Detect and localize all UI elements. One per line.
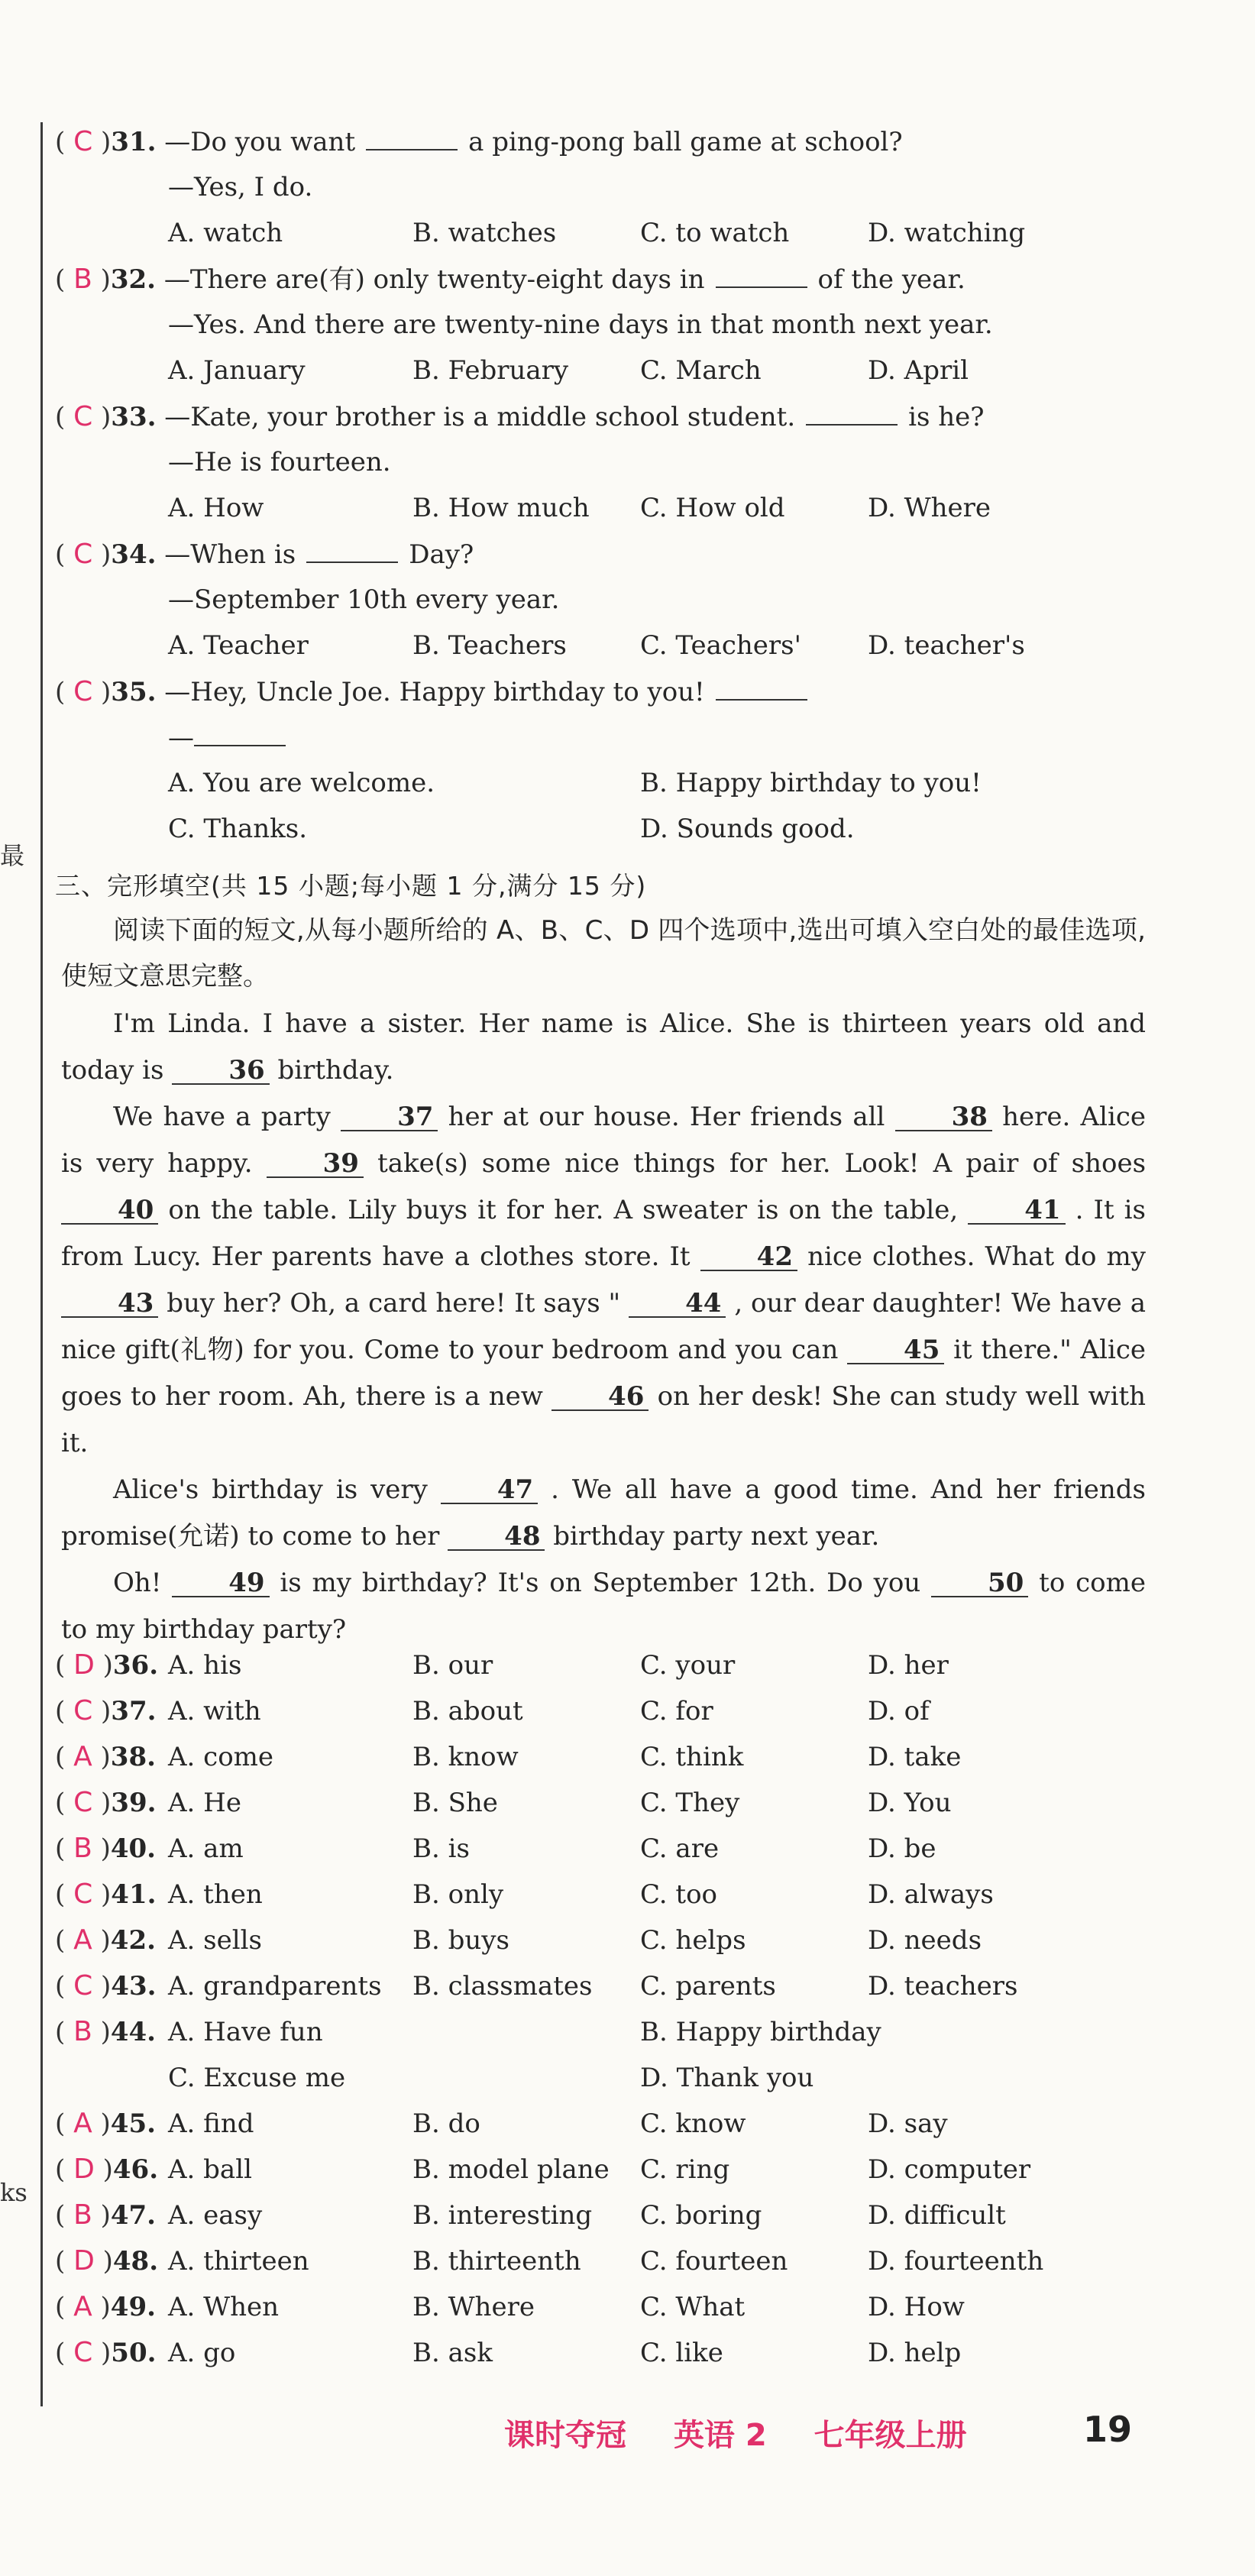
passage-paragraph: [61, 1001, 1146, 1094]
option-d[interactable]: D. her: [868, 1650, 949, 1681]
option-c[interactable]: C. parents: [640, 1971, 776, 2002]
cloze-passage: [61, 1001, 1146, 1653]
stem-text: —Do you want: [164, 127, 356, 157]
question-stem: [55, 126, 903, 157]
stem-text: of the year.: [817, 264, 966, 295]
option-c[interactable]: C. too: [640, 1879, 718, 1910]
answer-paren-open: (: [55, 1696, 74, 1727]
question-row: [55, 2017, 156, 2047]
answer-paren-open: (: [55, 2108, 74, 2139]
footer-book-info: [504, 2420, 1004, 2451]
option-b[interactable]: B. How much: [412, 493, 590, 523]
questions-31-35: [55, 126, 1140, 859]
option-a[interactable]: A. watch: [168, 218, 283, 248]
option-b[interactable]: B. our: [412, 1650, 493, 1681]
option-b[interactable]: B. know: [412, 1742, 519, 1772]
option-c[interactable]: C. Teachers': [640, 630, 801, 661]
option-b[interactable]: B. classmates: [412, 1971, 593, 2002]
option-b[interactable]: B. Happy birthday: [640, 2017, 881, 2047]
blank-41[interactable]: 41: [968, 1197, 1065, 1225]
blank-45[interactable]: 45: [847, 1337, 944, 1364]
answer-paren-open: (: [55, 677, 74, 707]
option-c[interactable]: C. March: [640, 355, 762, 386]
passage-text: Oh!: [113, 1568, 162, 1598]
answer-paren-open: (: [55, 402, 74, 432]
question-row: [55, 2108, 156, 2139]
reply-text: —He is fourteen.: [168, 447, 391, 477]
question-number: 37.: [111, 1696, 157, 1727]
question-row: [55, 2200, 156, 2231]
option-a[interactable]: A. grandparents: [168, 1971, 382, 2002]
option-c[interactable]: C. know: [640, 2108, 746, 2139]
page-number: 19: [1083, 2409, 1133, 2450]
blank-44[interactable]: 44: [629, 1290, 726, 1318]
dialogue-reply: [168, 584, 559, 615]
option-d[interactable]: D. difficult: [868, 2200, 1006, 2231]
answer-mark: C: [73, 126, 93, 157]
reply-text: —: [168, 723, 194, 753]
answer-paren-close: ): [92, 2017, 111, 2047]
blank-36[interactable]: 36: [172, 1057, 269, 1085]
stem-text: Day?: [409, 539, 474, 570]
passage-text: on her desk! She can study well with it.: [61, 1381, 1147, 1458]
answer-paren-close: ): [92, 1971, 112, 2002]
answer-mark: B: [73, 1833, 92, 1864]
answer-paren-close: ): [92, 402, 112, 432]
answer-blank: [194, 722, 286, 746]
question-row: [55, 1971, 156, 2002]
option-c[interactable]: C. to watch: [640, 218, 790, 248]
answer-blank: [716, 676, 807, 701]
question-row: [55, 1742, 156, 1772]
dialogue-reply: [168, 172, 312, 202]
option-d[interactable]: D. teacher's: [868, 630, 1025, 661]
answer-paren-close: ): [94, 2246, 113, 2277]
option-b[interactable]: B. February: [412, 355, 569, 386]
edge-char-1: 最: [0, 841, 25, 870]
option-a[interactable]: A. with: [168, 1696, 261, 1727]
blank-37[interactable]: 37: [341, 1104, 438, 1131]
reply-text: —Yes, I do.: [168, 172, 313, 202]
option-d[interactable]: D. fourteenth: [868, 2246, 1044, 2277]
passage-text: nice clothes. What do my: [807, 1241, 1147, 1272]
question-stem: [55, 676, 818, 707]
reply-text: —Yes. And there are twenty-nine days in that month next year.: [168, 309, 993, 340]
answer-paren-close: ): [92, 1696, 112, 1727]
passage-text: is my birthday? It's on September 12th. Do you: [280, 1568, 921, 1598]
option-c[interactable]: C. They: [640, 1788, 740, 1818]
option-a[interactable]: A. then: [168, 1879, 263, 1910]
passage-paragraph: [61, 1560, 1146, 1653]
answer-paren-open: (: [55, 1788, 74, 1818]
question-row: [55, 1879, 156, 1910]
option-a[interactable]: A. He: [168, 1788, 241, 1818]
option-d[interactable]: D. of: [868, 1696, 930, 1727]
question-stem: [55, 264, 966, 295]
option-a[interactable]: A. How: [168, 493, 264, 523]
stem-text: is he?: [908, 402, 985, 432]
question-row: [55, 2246, 158, 2277]
question-number: 33.: [111, 402, 157, 432]
dialogue-reply: [168, 722, 286, 753]
question-number: 40.: [110, 1833, 157, 1864]
footer-subject: 英语 2: [673, 2418, 767, 2453]
answer-paren-open: (: [55, 1650, 74, 1681]
option-d[interactable]: D. needs: [868, 1925, 982, 1956]
option-b[interactable]: B. model plane: [412, 2154, 610, 2185]
passage-paragraph: [61, 1467, 1146, 1560]
passage-paragraph: [61, 1094, 1146, 1467]
blank-47[interactable]: 47: [441, 1477, 538, 1504]
answer-mark: C: [73, 2337, 93, 2368]
section-title: 三、完形填空(共 15 小题;每小题 1 分,满分 15 分): [55, 871, 647, 901]
option-a[interactable]: A. his: [168, 1650, 242, 1681]
option-a[interactable]: A. Teacher: [168, 630, 309, 661]
option-b[interactable]: B. Happy birthday to you!: [640, 768, 982, 798]
answer-paren-close: ): [92, 539, 112, 570]
passage-text: birthday.: [277, 1055, 394, 1086]
option-c[interactable]: C. Excuse me: [168, 2063, 346, 2093]
option-c[interactable]: C. for: [640, 1696, 713, 1727]
question-number: 35.: [111, 677, 157, 707]
option-a[interactable]: A. You are welcome.: [168, 768, 435, 798]
answer-paren-close: ): [92, 1833, 111, 1864]
option-b[interactable]: B. only: [412, 1879, 504, 1910]
blank-38[interactable]: 38: [895, 1104, 992, 1131]
option-a[interactable]: A. sells: [168, 1925, 262, 1956]
option-b[interactable]: B. thirteenth: [412, 2246, 581, 2277]
option-a[interactable]: A. Have fun: [168, 2017, 323, 2047]
option-c[interactable]: C. are: [640, 1833, 720, 1864]
answer-paren-open: (: [55, 2246, 74, 2277]
footer-grade: 七年级上册: [813, 2418, 967, 2453]
question-row: [55, 1925, 156, 1956]
option-c[interactable]: C. helps: [640, 1925, 746, 1956]
stem-text: —There are(有) only twenty-eight days in: [163, 264, 705, 295]
question-row: [55, 1833, 156, 1864]
option-d[interactable]: D. watching: [868, 218, 1026, 248]
section-instruction: 阅读下面的短文,从每小题所给的 A、B、C、D 四个选项中,选出可填入空白处的最佳选项,使短文意思完整。: [61, 915, 1146, 992]
option-c[interactable]: C. your: [640, 1650, 736, 1681]
option-d[interactable]: D. Thank you: [640, 2063, 814, 2093]
passage-text: , our dear daughter! We have a nice gift(礼物) for you. Come to your bedroom and you can: [61, 1288, 1146, 1365]
passage-text: on the table. Lily buys it for her. A sweater is on the table,: [168, 1195, 959, 1225]
answer-paren-open: (: [55, 2200, 74, 2231]
margin-rule: [40, 122, 43, 2406]
blank-42[interactable]: 42: [700, 1244, 797, 1271]
answer-mark: C: [73, 401, 93, 432]
option-b[interactable]: B. ask: [412, 2338, 493, 2368]
question-number: 48.: [112, 2246, 159, 2277]
option-b[interactable]: B. about: [412, 1696, 523, 1727]
answer-paren-close: ): [92, 1788, 112, 1818]
dialogue-reply: [168, 309, 993, 340]
question-stem: [55, 539, 474, 570]
passage-text: her at our house. Her friends all: [448, 1102, 885, 1132]
answer-mark: A: [73, 2108, 92, 2139]
dialogue-reply: [168, 447, 391, 477]
option-d[interactable]: D. take: [868, 1742, 962, 1772]
passage-text: buy her? Oh, a card here! It says ": [167, 1288, 621, 1319]
passage-text: We have a party: [113, 1102, 331, 1132]
option-c[interactable]: C. How old: [640, 493, 785, 523]
option-d[interactable]: D. You: [868, 1788, 952, 1818]
option-d[interactable]: D. Where: [868, 493, 991, 523]
question-number: 45.: [110, 2108, 156, 2139]
question-row: [55, 2338, 156, 2368]
question-number: 32.: [110, 264, 157, 295]
answer-mark: B: [73, 2199, 92, 2231]
question-number: 46.: [112, 2154, 159, 2185]
question-number: 44.: [110, 2017, 157, 2047]
answer-blank: [306, 539, 398, 563]
option-a[interactable]: A. come: [168, 1742, 274, 1772]
answer-paren-close: ): [92, 677, 112, 707]
answer-paren-open: (: [55, 264, 74, 295]
question-number: 47.: [110, 2200, 157, 2231]
option-c[interactable]: C. ring: [640, 2154, 730, 2185]
passage-text: I'm Linda. I have a sister. Her name is Alice. She is thirteen years old and today is: [61, 1008, 1146, 1086]
passage-text: here. Alice is very happy.: [61, 1102, 1146, 1179]
answer-blank: [716, 264, 807, 288]
footer-book-title: 课时夺冠: [504, 2418, 626, 2453]
question-stem: [55, 401, 985, 432]
answer-blank: [366, 126, 458, 150]
questions-36-50: [55, 1650, 1140, 2399]
blank-48[interactable]: 48: [448, 1523, 545, 1551]
answer-mark: C: [73, 1695, 93, 1727]
answer-paren-open: (: [55, 539, 74, 570]
option-a[interactable]: A. thirteen: [168, 2246, 309, 2277]
answer-mark: A: [73, 1924, 92, 1956]
stem-text: —Hey, Uncle Joe. Happy birthday to you!: [164, 677, 705, 707]
answer-paren-open: (: [55, 127, 74, 157]
option-b[interactable]: B. Where: [412, 2292, 535, 2322]
answer-mark: A: [73, 1741, 92, 1772]
answer-paren-close: ): [92, 264, 111, 295]
blank-40[interactable]: 40: [61, 1197, 158, 1225]
answer-paren-open: (: [55, 2338, 74, 2368]
answer-mark: B: [73, 2016, 92, 2047]
question-number: 50.: [111, 2338, 157, 2368]
question-row: [55, 1650, 158, 1681]
question-number: 43.: [111, 1971, 157, 2002]
question-row: [55, 2292, 156, 2322]
question-row: [55, 1788, 156, 1818]
option-a[interactable]: A. am: [168, 1833, 244, 1864]
answer-mark: B: [73, 264, 92, 295]
answer-paren-close: ): [92, 2338, 112, 2368]
option-c[interactable]: C. like: [640, 2338, 723, 2368]
option-d[interactable]: D. teachers: [868, 1971, 1018, 2002]
edge-char-2: ks: [0, 2178, 27, 2207]
answer-mark: C: [73, 1787, 93, 1818]
answer-paren-close: ): [94, 2154, 113, 2185]
answer-blank: [806, 401, 898, 426]
answer-paren-close: ): [94, 1650, 113, 1681]
question-row: [55, 1696, 156, 1727]
question-number: 49.: [110, 2292, 156, 2322]
question-number: 34.: [111, 539, 157, 570]
answer-mark: A: [73, 2291, 92, 2322]
option-c[interactable]: C. boring: [640, 2200, 762, 2231]
option-c[interactable]: C. fourteen: [640, 2246, 788, 2277]
answer-paren-open: (: [55, 1742, 74, 1772]
answer-mark: C: [73, 676, 93, 707]
answer-paren-open: (: [55, 2017, 74, 2047]
option-a[interactable]: A. easy: [168, 2200, 263, 2231]
answer-paren-open: (: [55, 1833, 74, 1864]
answer-paren-close: ): [92, 2108, 111, 2139]
option-b[interactable]: B. is: [412, 1833, 470, 1864]
answer-mark: C: [73, 1879, 93, 1910]
answer-paren-open: (: [55, 1971, 74, 2002]
answer-paren-open: (: [55, 1879, 74, 1910]
option-a[interactable]: A. go: [168, 2338, 236, 2368]
answer-paren-close: ): [92, 1925, 111, 1956]
option-a[interactable]: A. When: [168, 2292, 280, 2322]
answer-paren-close: ): [92, 1742, 111, 1772]
option-d[interactable]: D. help: [868, 2338, 962, 2368]
option-a[interactable]: A. January: [168, 355, 306, 386]
answer-mark: D: [73, 2154, 95, 2185]
question-row: [55, 2154, 158, 2185]
option-b[interactable]: B. buys: [412, 1925, 509, 1956]
answer-mark: C: [73, 1970, 93, 2002]
option-d[interactable]: D. be: [868, 1833, 936, 1864]
answer-mark: C: [73, 539, 93, 570]
passage-text: birthday party next year.: [553, 1521, 880, 1552]
stem-text: —When is: [164, 539, 296, 570]
answer-paren-close: ): [92, 2292, 111, 2322]
answer-paren-open: (: [55, 2154, 74, 2185]
blank-46[interactable]: 46: [551, 1383, 649, 1411]
passage-text: it there." Alice goes to her room. Ah, there is a new: [61, 1335, 1146, 1412]
option-c[interactable]: C. What: [640, 2292, 746, 2322]
answer-paren-close: ): [92, 1879, 112, 1910]
answer-paren-open: (: [55, 1925, 74, 1956]
passage-text: . We all have a good time. And her friends promise(允诺) to come to her: [61, 1474, 1146, 1552]
question-number: 41.: [111, 1879, 157, 1910]
option-b[interactable]: B. She: [412, 1788, 498, 1818]
stem-text: a ping-pong ball game at school?: [468, 127, 903, 157]
option-b[interactable]: B. do: [412, 2108, 480, 2139]
option-a[interactable]: A. ball: [168, 2154, 252, 2185]
option-d[interactable]: D. computer: [868, 2154, 1031, 2185]
passage-text: take(s) some nice things for her. Look! A pair of shoes: [377, 1148, 1147, 1179]
option-d[interactable]: D. always: [868, 1879, 994, 1910]
question-number: 38.: [110, 1742, 156, 1772]
answer-mark: D: [73, 1649, 95, 1681]
option-a[interactable]: A. find: [168, 2108, 254, 2139]
blank-39[interactable]: 39: [267, 1150, 364, 1178]
option-d[interactable]: D. say: [868, 2108, 948, 2139]
option-d[interactable]: D. How: [868, 2292, 965, 2322]
option-b[interactable]: B. watches: [412, 218, 557, 248]
passage-text: Alice's birthday is very: [113, 1474, 428, 1505]
answer-paren-close: ): [92, 2200, 111, 2231]
answer-paren-close: ): [92, 127, 112, 157]
option-b[interactable]: B. interesting: [412, 2200, 593, 2231]
option-d[interactable]: D. April: [868, 355, 969, 386]
blank-50[interactable]: 50: [931, 1570, 1028, 1597]
question-number: 36.: [112, 1650, 159, 1681]
option-c[interactable]: C. think: [640, 1742, 744, 1772]
passage-text: . It is from Lucy. Her parents have a clothes store. It: [61, 1195, 1146, 1272]
passage-text: to come to my birthday party?: [61, 1568, 1146, 1645]
answer-paren-open: (: [55, 2292, 74, 2322]
blank-49[interactable]: 49: [172, 1570, 269, 1597]
reply-text: —September 10th every year.: [168, 584, 560, 615]
answer-mark: D: [73, 2245, 95, 2277]
question-number: 31.: [111, 127, 157, 157]
option-c[interactable]: C. Thanks.: [168, 814, 308, 844]
stem-text: —Kate, your brother is a middle school student.: [164, 402, 796, 432]
option-d[interactable]: D. Sounds good.: [640, 814, 855, 844]
blank-43[interactable]: 43: [61, 1290, 158, 1318]
question-number: 42.: [110, 1925, 156, 1956]
question-number: 39.: [111, 1788, 157, 1818]
option-b[interactable]: B. Teachers: [412, 630, 567, 661]
